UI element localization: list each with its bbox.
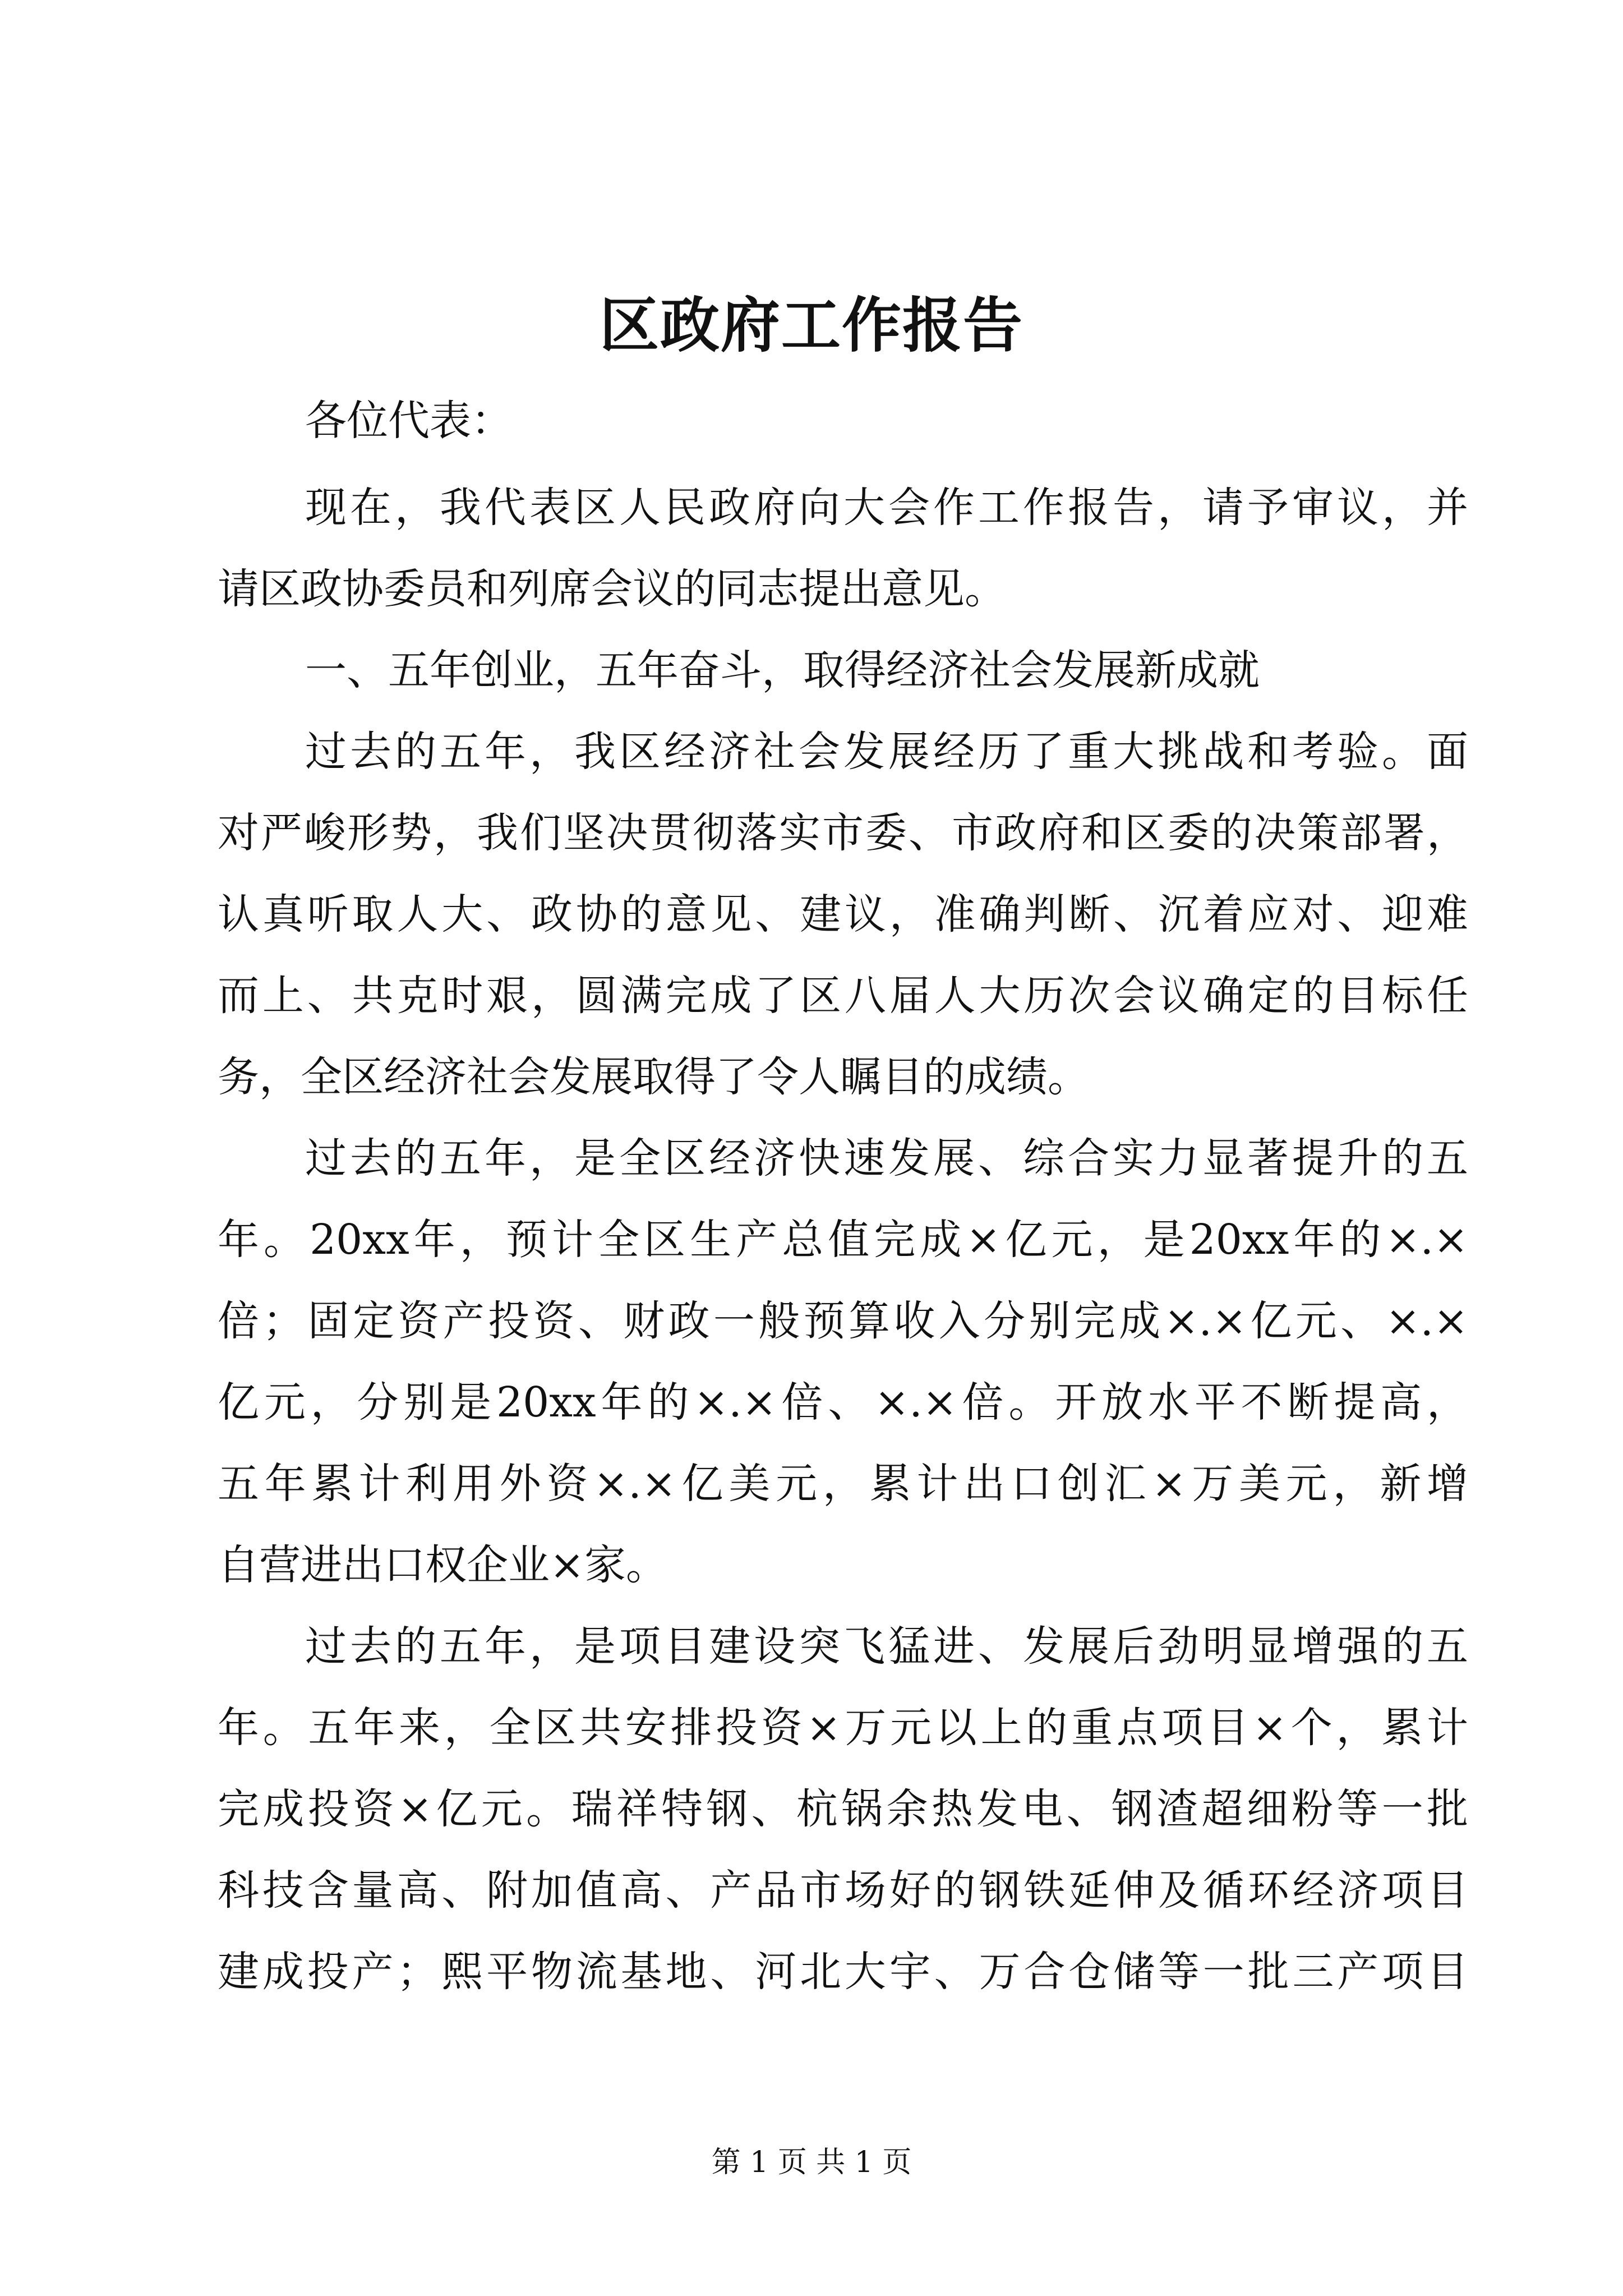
body-line: 务，全区经济社会发展取得了令人瞩目的成绩。 <box>218 1053 1089 1101</box>
document-title: 区政府工作报告 <box>600 290 1023 360</box>
body-line: 自营进出口权企业×家。 <box>218 1541 668 1589</box>
body-line: 年。五年来，全区共安排投资×万元以上的重点项目×个，累计 <box>218 1704 1468 1752</box>
body-line: 过去的五年，是项目建设突飞猛进、发展后劲明显增强的五 <box>305 1622 1468 1671</box>
body-line: 倍；固定资产投资、财政一般预算收入分别完成×.×亿元、×.× <box>218 1297 1468 1345</box>
body-line: 过去的五年，我区经济社会发展经历了重大挑战和考验。面 <box>305 728 1468 776</box>
body-line: 亿元，分别是20xx年的×.×倍、×.×倍。开放水平不断提高， <box>218 1378 1468 1427</box>
body-line: 现在，我代表区人民政府向大会作工作报告，请予审议，并 <box>305 484 1468 532</box>
body-line: 年。20xx年，预计全区生产总值完成×亿元，是20xx年的×.× <box>218 1216 1468 1264</box>
page-footer: 第 1 页 共 1 页 <box>711 2146 912 2179</box>
body-line: 完成投资×亿元。瑞祥特钢、杭锅余热发电、钢渣超细粉等一批 <box>218 1785 1468 1833</box>
body-line: 认真听取人大、政协的意见、建议，准确判断、沉着应对、迎难 <box>218 890 1468 938</box>
body-line: 五年累计利用外资×.×亿美元，累计出口创汇×万美元，新增 <box>218 1460 1468 1508</box>
body-line: 而上、共克时艰，圆满完成了区八届人大历次会议确定的目标任 <box>218 972 1468 1020</box>
body-line: 建成投产；熙平物流基地、河北大宇、万合仓储等一批三产项目 <box>218 1948 1468 1996</box>
body-line: 对严峻形势，我们坚决贯彻落实市委、市政府和区委的决策部署， <box>218 809 1468 857</box>
body-line: 过去的五年，是全区经济快速发展、综合实力显著提升的五 <box>305 1134 1468 1182</box>
salutation-line: 各位代表： <box>305 397 513 445</box>
body-line: 科技含量高、附加值高、产品市场好的钢铁延伸及循环经济项目 <box>218 1866 1468 1915</box>
body-line: 请区政协委员和列席会议的同志提出意见。 <box>218 565 1006 613</box>
section-heading: 一、五年创业，五年奋斗，取得经济社会发展新成就 <box>305 646 1260 694</box>
